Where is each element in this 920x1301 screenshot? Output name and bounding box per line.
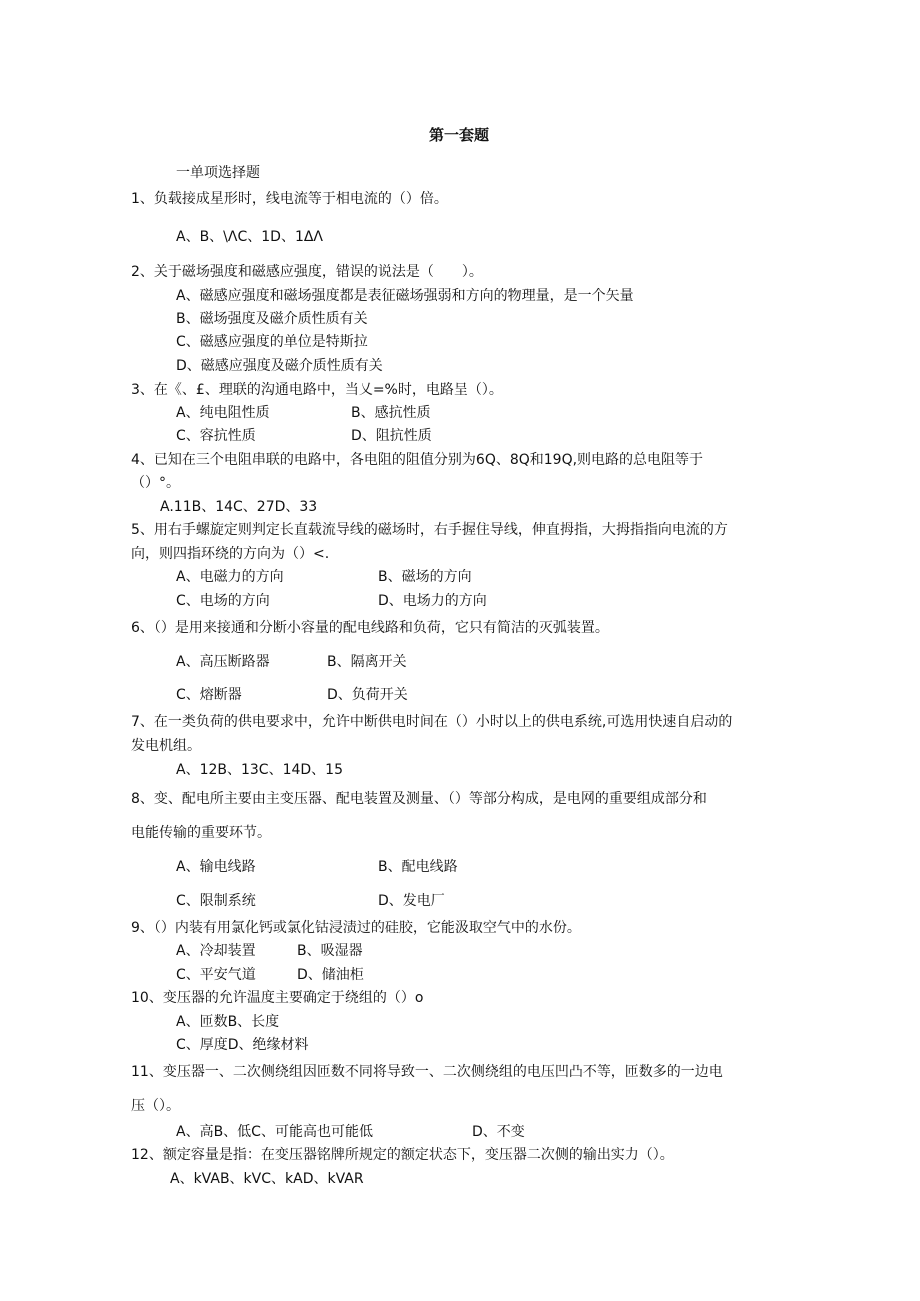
question-5-option-a: A、电磁力的方向: [176, 569, 284, 585]
question-11-continued: 压（）。: [131, 1098, 180, 1114]
question-8: 8、变、配电所主要由主变压器、配电装置及测量、（）等部分构成，是电网的重要组成部分和: [131, 791, 707, 807]
question-2-option-d: D、磁感应强度及磁介质性质有关: [176, 358, 383, 374]
question-12: 12、额定容量是指：在变压器铭牌所规定的额定状态下，变压器二次侧的输出实力（）。: [131, 1147, 674, 1163]
question-11-option-d: D、不变: [472, 1124, 525, 1140]
question-9: 9、（）内装有用氯化钙或氯化钴浸渍过的硅胶，它能汲取空气中的水份。: [131, 920, 581, 936]
question-6: 6、（）是用来接通和分断小容量的配电线路和负荷，它只有简洁的灭弧装置。: [131, 620, 609, 636]
section-heading: 一单项选择题: [176, 165, 260, 181]
question-2-option-b: B、磁场强度及磁介质性质有关: [176, 311, 368, 327]
question-3-option-c: C、容抗性质: [176, 428, 256, 444]
question-4: 4、已知在三个电阻串联的电路中，各电阻的阻值分别为6Q、8Q和19Q,则电路的总电阻等于: [131, 452, 704, 468]
question-4-continued: （）°。: [131, 475, 180, 491]
question-10-options-ab: A、匝数B、长度: [176, 1014, 280, 1030]
question-5-option-c: C、电场的方向: [176, 593, 270, 609]
question-8-option-b: B、配电线路: [378, 859, 458, 875]
question-8-option-d: D、发电厂: [378, 893, 445, 909]
question-5-option-b: B、磁场的方向: [378, 569, 472, 585]
question-8-option-c: C、限制系统: [176, 893, 256, 909]
question-1: 1、负载接成星形时，线电流等于相电流的（）倍。: [131, 191, 448, 207]
question-10: 10、变压器的允许温度主要确定于绕组的（）o: [131, 990, 424, 1006]
question-3-option-a: A、纯电阻性质: [176, 405, 270, 421]
question-2-option-a: A、磁感应强度和磁场强度都是表征磁场强弱和方向的物理量，是一个矢量: [176, 288, 634, 304]
question-8-option-a: A、输电线路: [176, 859, 256, 875]
question-4-options: A.11B、14C、27D、33: [160, 499, 318, 515]
question-11-options-abc: A、高B、低C、可能高也可能低: [176, 1124, 373, 1140]
question-5: 5、用右手螺旋定则判定长直载流导线的磁场时，右手握住导线，伸直拇指，大拇指指向电流的方: [131, 522, 728, 538]
question-9-option-d: D、储油柜: [297, 967, 364, 983]
question-11: 11、变压器一、二次侧绕组因匝数不同将导致一、二次侧绕组的电压凹凸不等，匝数多的一边电: [131, 1064, 723, 1080]
question-6-option-c: C、熔断器: [176, 687, 242, 703]
question-6-option-a: A、高压断路器: [176, 654, 270, 670]
question-1-options: A、B、\ΛC、1D、1ΔΛ: [176, 229, 323, 245]
question-10-options-cd: C、厚度D、绝缘材料: [176, 1037, 309, 1053]
question-6-option-d: D、负荷开关: [327, 687, 408, 703]
question-8-continued: 电能传输的重要环节。: [131, 825, 271, 841]
question-9-option-a: A、冷却装置: [176, 943, 256, 959]
question-5-option-d: D、电场力的方向: [378, 593, 487, 609]
question-9-option-c: C、平安气道: [176, 967, 256, 983]
question-3-option-d: D、阻抗性质: [351, 428, 432, 444]
question-6-option-b: B、隔离开关: [327, 654, 407, 670]
question-2-option-c: C、磁感应强度的单位是特斯拉: [176, 334, 368, 350]
question-9-option-b: B、吸湿器: [297, 943, 363, 959]
question-7: 7、在一类负荷的供电要求中，允许中断供电时间在（）小时以上的供电系统,可选用快速自启动的: [131, 714, 733, 730]
page-title: 第一套题: [429, 126, 490, 144]
question-5-continued: 向，则四指环绕的方向为（）<.: [131, 546, 330, 562]
question-12-options: A、kVAB、kVC、kAD、kVAR: [170, 1171, 364, 1187]
question-3-option-b: B、感抗性质: [351, 405, 431, 421]
question-7-options: A、12B、13C、14D、15: [176, 762, 343, 778]
question-2: 2、关于磁场强度和磁感应强度，错误的说法是（ ）。: [131, 264, 483, 280]
question-3: 3、在《、£、理联的沟通电路中，当乂=%时，电路呈（）。: [131, 382, 503, 398]
question-7-continued: 发电机组。: [131, 738, 201, 754]
